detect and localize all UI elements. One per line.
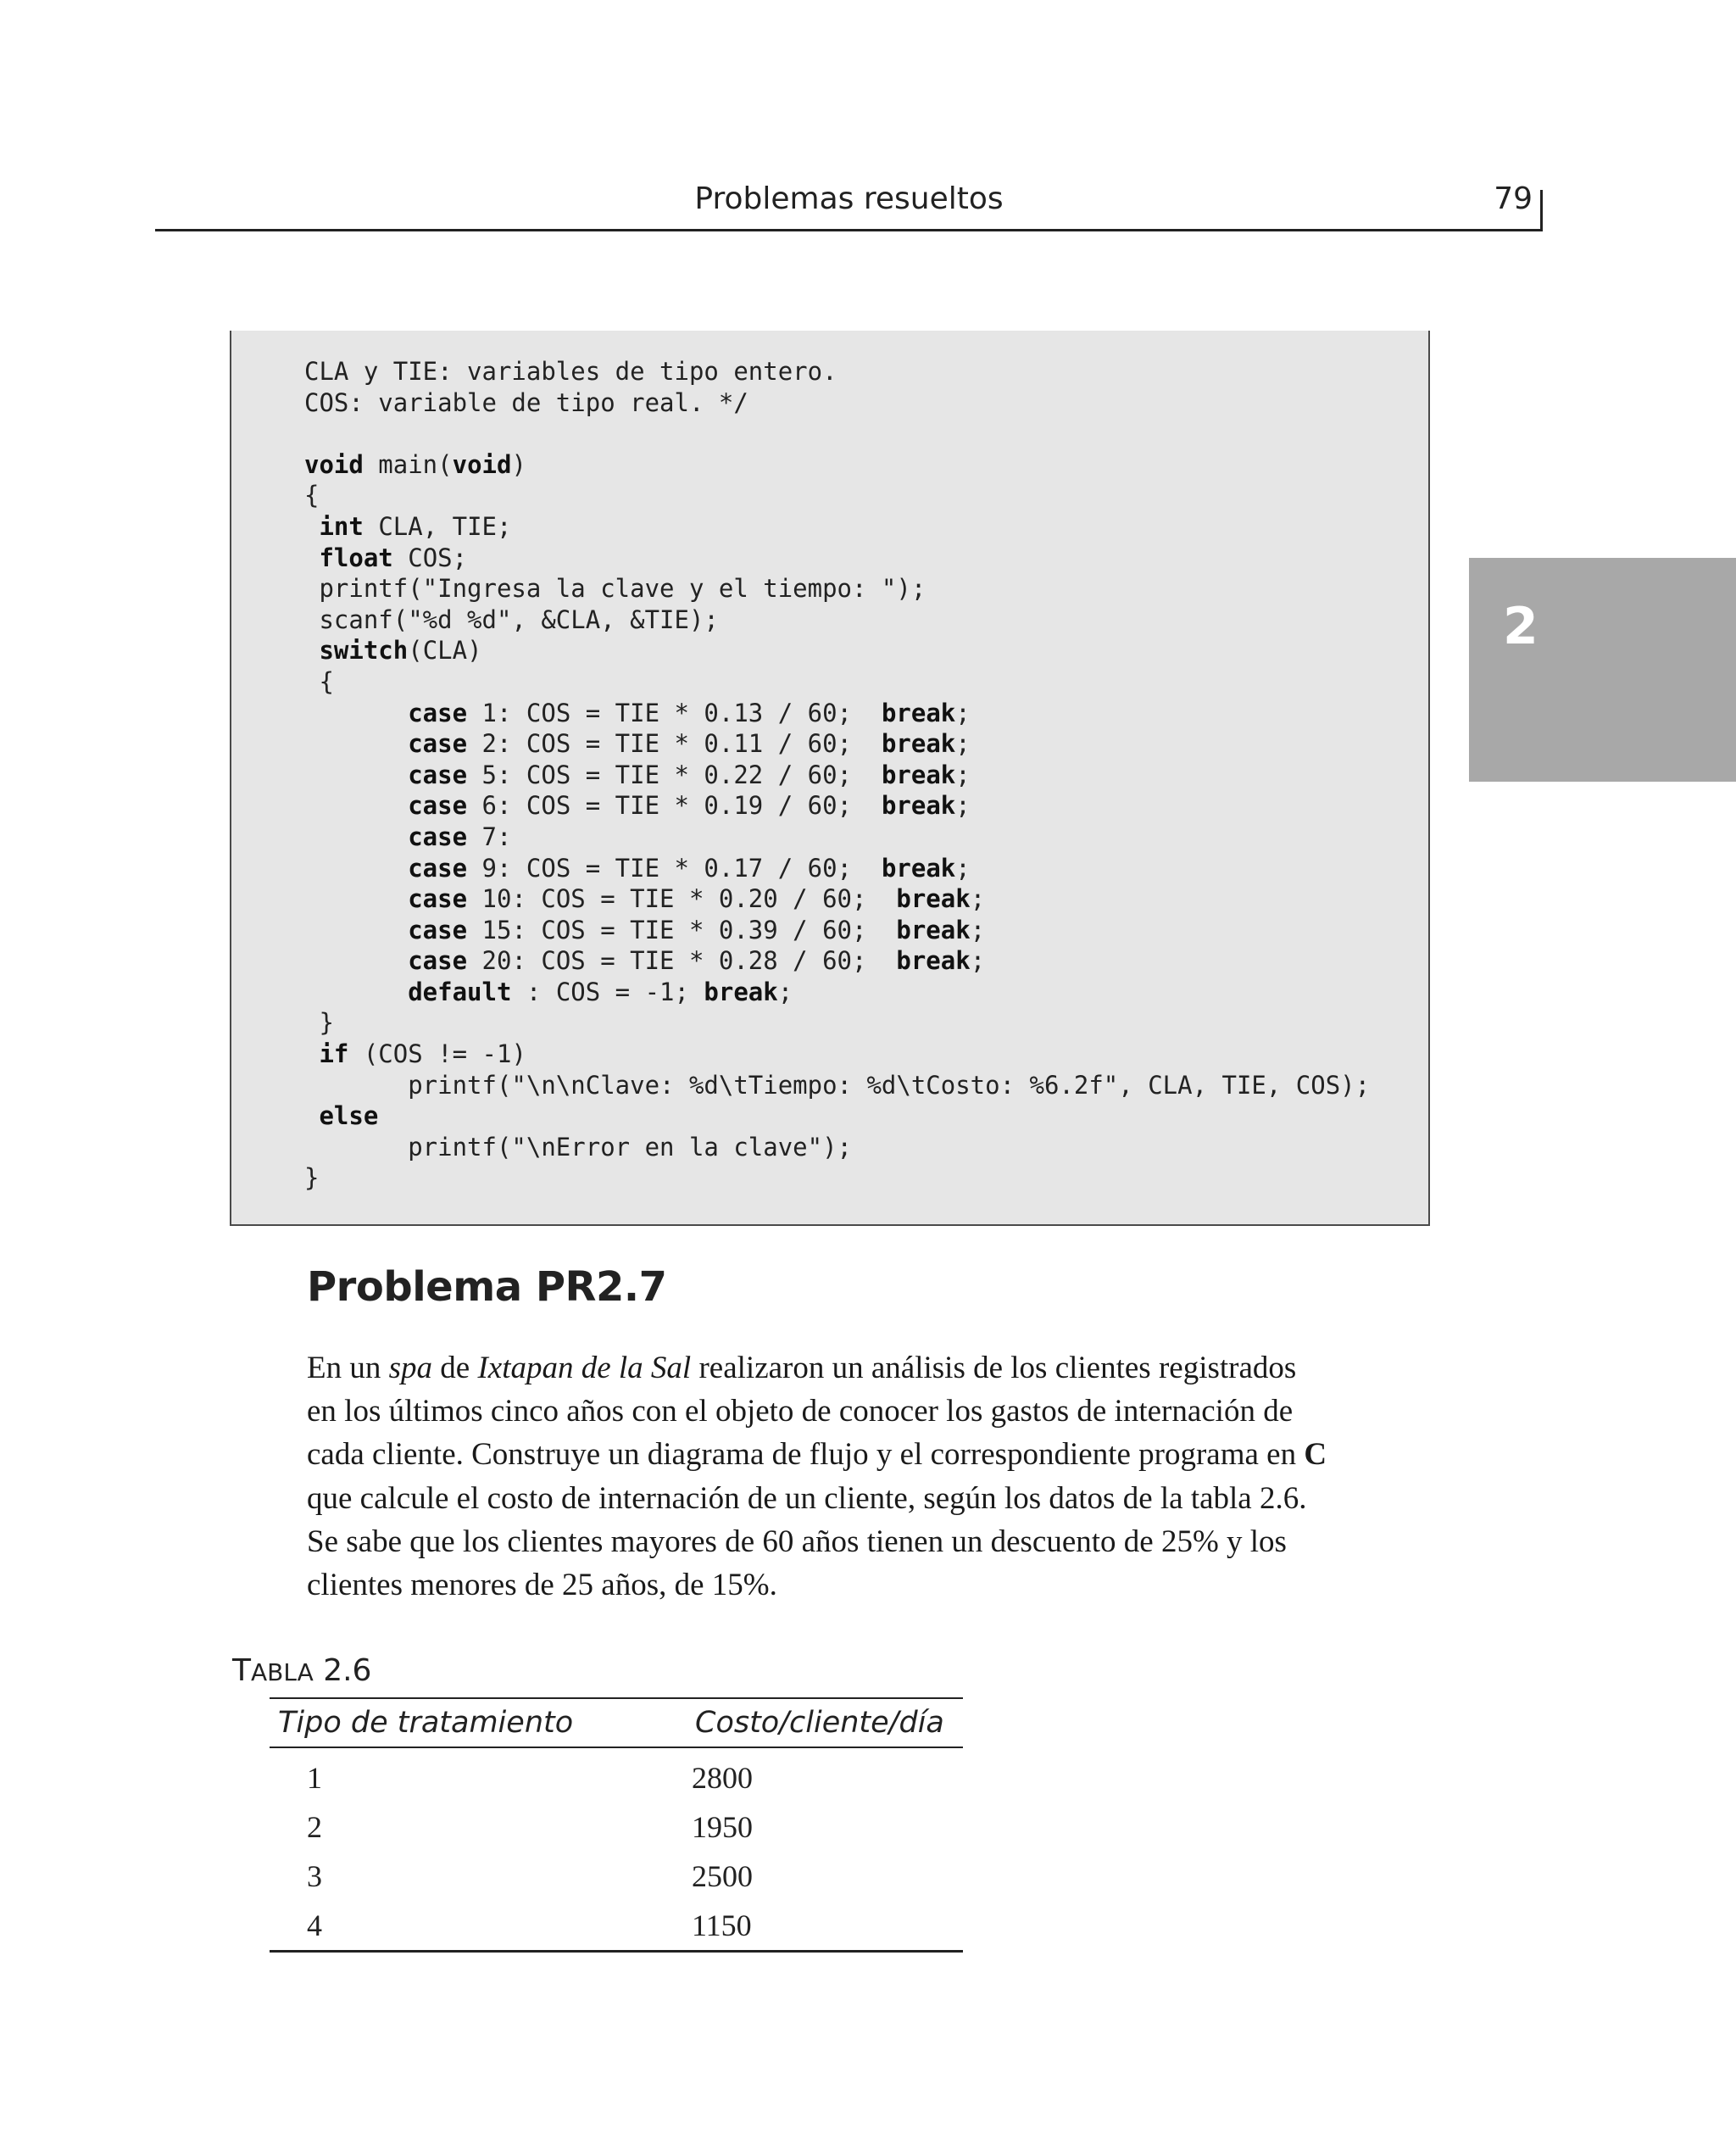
code-keyword: case — [408, 729, 468, 759]
table-caption-rest: ABLA — [251, 1658, 314, 1686]
code-line — [304, 635, 1370, 666]
code-keyword: case — [408, 760, 468, 789]
statement-text: En un — [307, 1351, 389, 1385]
cell-costo: 2500 — [692, 1859, 753, 1893]
statement-line — [307, 1520, 1443, 1563]
code-keyword: else — [319, 1101, 379, 1131]
code-keyword: void — [304, 449, 364, 479]
code-text: 15: COS = TIE * 0.39 / 60; — [467, 915, 897, 944]
statement-bold: C — [1304, 1437, 1327, 1473]
code-text — [304, 854, 408, 883]
code-text — [304, 699, 408, 727]
code-keyword: case — [408, 853, 468, 883]
column-header-costo: Costo/cliente/día — [687, 1698, 963, 1747]
table-header-row — [270, 1698, 963, 1747]
code-text — [304, 543, 319, 572]
cell-tipo: 4 — [270, 1901, 687, 1952]
statement-text: cada cliente. Construye un diagrama de flujo y el correspondiente programa en — [307, 1437, 1305, 1473]
code-text: ; — [970, 915, 986, 944]
table-caption — [232, 1653, 371, 1688]
statement-italic: Ixtapan de la Sal — [477, 1351, 692, 1385]
code-keyword: float — [319, 543, 393, 572]
code-text — [304, 1101, 319, 1130]
code-text — [304, 512, 319, 541]
code-keyword: break — [896, 915, 971, 944]
cell-costo: 1950 — [692, 1810, 753, 1844]
code-text — [304, 1039, 319, 1068]
code-line — [304, 604, 1370, 636]
code-keyword: break — [896, 884, 971, 914]
chapter-tab — [1469, 558, 1736, 782]
code-line — [304, 977, 1370, 1008]
code-line — [304, 1132, 1370, 1163]
code-line — [304, 790, 1370, 822]
code-line — [304, 822, 1370, 853]
cell-tipo: 3 — [307, 1859, 322, 1893]
code-line — [304, 356, 1370, 387]
code-text: ; — [955, 698, 971, 727]
code-line — [304, 1100, 1370, 1132]
statement-line — [307, 1477, 1443, 1520]
code-text: 1: COS = TIE * 0.13 / 60; — [467, 698, 882, 727]
table-row — [270, 1901, 963, 1952]
table-row — [270, 1747, 963, 1802]
code-text: { — [304, 481, 320, 510]
code-keyword: case — [408, 791, 468, 821]
code-text: } — [304, 1008, 334, 1038]
code-text: printf("Ingresa la clave y el tiempo: "); — [304, 574, 926, 604]
code-line — [304, 883, 1370, 915]
statement-text: en los últimos cinco años con el objeto de conocer los gastos de internación de — [307, 1394, 1294, 1429]
code-text: (COS != -1) — [348, 1039, 526, 1069]
code-line — [304, 945, 1370, 977]
code-text — [304, 916, 408, 944]
cell-tipo: 2 — [307, 1810, 322, 1844]
statement-text: Se sabe que los clientes mayores de 60 años tienen un descuento de 25% y los — [307, 1524, 1287, 1559]
code-listing-box — [230, 331, 1430, 1226]
statement-line — [307, 1563, 1443, 1607]
code-text — [304, 978, 408, 1006]
code-keyword: case — [408, 884, 468, 914]
statement-text: de — [432, 1351, 478, 1385]
code-line — [304, 666, 1370, 698]
page-number: 79 — [1494, 181, 1533, 216]
code-text: ; — [955, 760, 971, 789]
code-text: CLA y TIE: variables de tipo entero. — [304, 357, 837, 386]
code-text: ; — [955, 853, 971, 883]
problem-title: Problema PR2.7 — [307, 1263, 667, 1311]
code-line — [304, 853, 1370, 884]
code-keyword: default — [408, 977, 512, 1006]
code-keyword: case — [408, 915, 468, 944]
code-line — [304, 1162, 1370, 1194]
code-line — [304, 1039, 1370, 1070]
code-line — [304, 1070, 1370, 1101]
code-text: 9: COS = TIE * 0.17 / 60; — [467, 853, 882, 883]
code-keyword: switch — [319, 636, 409, 666]
running-header — [155, 178, 1543, 231]
table-caption-number: 2.6 — [313, 1653, 372, 1688]
code-keyword: break — [704, 977, 778, 1006]
code-line — [304, 1007, 1370, 1039]
code-text: ) — [511, 449, 526, 479]
code-text: ; — [955, 729, 971, 759]
code-text: : COS = -1; — [511, 977, 704, 1006]
code-line — [304, 915, 1370, 946]
statement-line — [307, 1346, 1443, 1390]
code-text: CLA, TIE; — [363, 511, 512, 541]
code-keyword: case — [408, 698, 468, 727]
code-line — [304, 418, 1370, 449]
cell-costo: 1150 — [687, 1901, 963, 1952]
statement-italic: spa — [388, 1351, 433, 1385]
code-text: ; — [970, 946, 986, 976]
code-text: COS: variable de tipo real. */ — [304, 387, 748, 417]
code-keyword: case — [408, 822, 468, 851]
code-text — [304, 946, 408, 975]
code-text: ; — [777, 977, 793, 1006]
code-line — [304, 511, 1370, 543]
code-text: main( — [363, 449, 453, 479]
code-keyword: break — [881, 698, 956, 727]
header-rule-tick — [1540, 190, 1543, 231]
code-text: 5: COS = TIE * 0.22 / 60; — [467, 760, 882, 789]
code-text: 10: COS = TIE * 0.20 / 60; — [467, 884, 897, 914]
code-text: 2: COS = TIE * 0.11 / 60; — [467, 729, 882, 759]
code-keyword: void — [452, 449, 512, 479]
code-text: ; — [970, 884, 986, 914]
code-text: scanf("%d %d", &CLA, &TIE); — [304, 604, 719, 634]
running-title: Problemas resueltos — [694, 181, 1004, 216]
code-keyword: int — [319, 511, 364, 541]
code-text — [304, 822, 408, 851]
code-line — [304, 480, 1370, 511]
code-keyword: if — [319, 1039, 349, 1069]
code-keyword: break — [881, 760, 956, 789]
code-text — [304, 636, 319, 665]
code-line — [304, 449, 1370, 481]
code-keyword: case — [408, 946, 468, 976]
code-keyword: break — [881, 791, 956, 821]
statement-text: realizaron un análisis de los clientes registrados — [691, 1351, 1297, 1385]
code-line — [304, 728, 1370, 760]
problem-statement — [307, 1346, 1443, 1607]
code-text — [304, 729, 408, 758]
code-text: { — [304, 666, 334, 696]
code-line — [304, 387, 1370, 419]
code-text — [304, 884, 408, 913]
code-text: printf("\nError en la clave"); — [304, 1132, 853, 1162]
code-text: } — [304, 1163, 320, 1193]
code-text: COS; — [392, 543, 468, 572]
statement-line — [307, 1433, 1443, 1476]
statement-text: que calcule el costo de internación de un cliente, según los datos de la tabla 2.6. — [307, 1480, 1307, 1516]
code-keyword: break — [881, 853, 956, 883]
table-row — [270, 1852, 963, 1901]
cell-costo: 2800 — [692, 1761, 753, 1795]
table-row — [270, 1802, 963, 1852]
code-text — [304, 791, 408, 820]
code-line — [304, 698, 1370, 729]
code-text: 7: — [467, 822, 512, 851]
code-text — [304, 760, 408, 789]
column-header-tipo: Tipo de tratamiento — [270, 1698, 687, 1747]
code-text: (CLA) — [408, 636, 482, 666]
code-keyword: break — [881, 729, 956, 759]
statement-line — [307, 1390, 1443, 1433]
table-caption-initial: T — [232, 1653, 251, 1688]
code-keyword: break — [896, 946, 971, 976]
code-text: 6: COS = TIE * 0.19 / 60; — [467, 791, 882, 821]
code-text: printf("\n\nClave: %d\tTiempo: %d\tCosto: %6.2f", CLA, TIE, COS); — [304, 1070, 1371, 1100]
cost-table — [270, 1697, 963, 1953]
code-text: 20: COS = TIE * 0.28 / 60; — [467, 946, 897, 976]
code-listing — [304, 356, 1370, 1194]
code-line — [304, 543, 1370, 574]
cell-tipo: 1 — [307, 1761, 322, 1795]
code-line — [304, 760, 1370, 791]
chapter-number: 2 — [1503, 597, 1538, 656]
code-text: ; — [955, 791, 971, 821]
code-line — [304, 573, 1370, 604]
statement-text: clientes menores de 25 años, de 15%. — [307, 1568, 777, 1603]
